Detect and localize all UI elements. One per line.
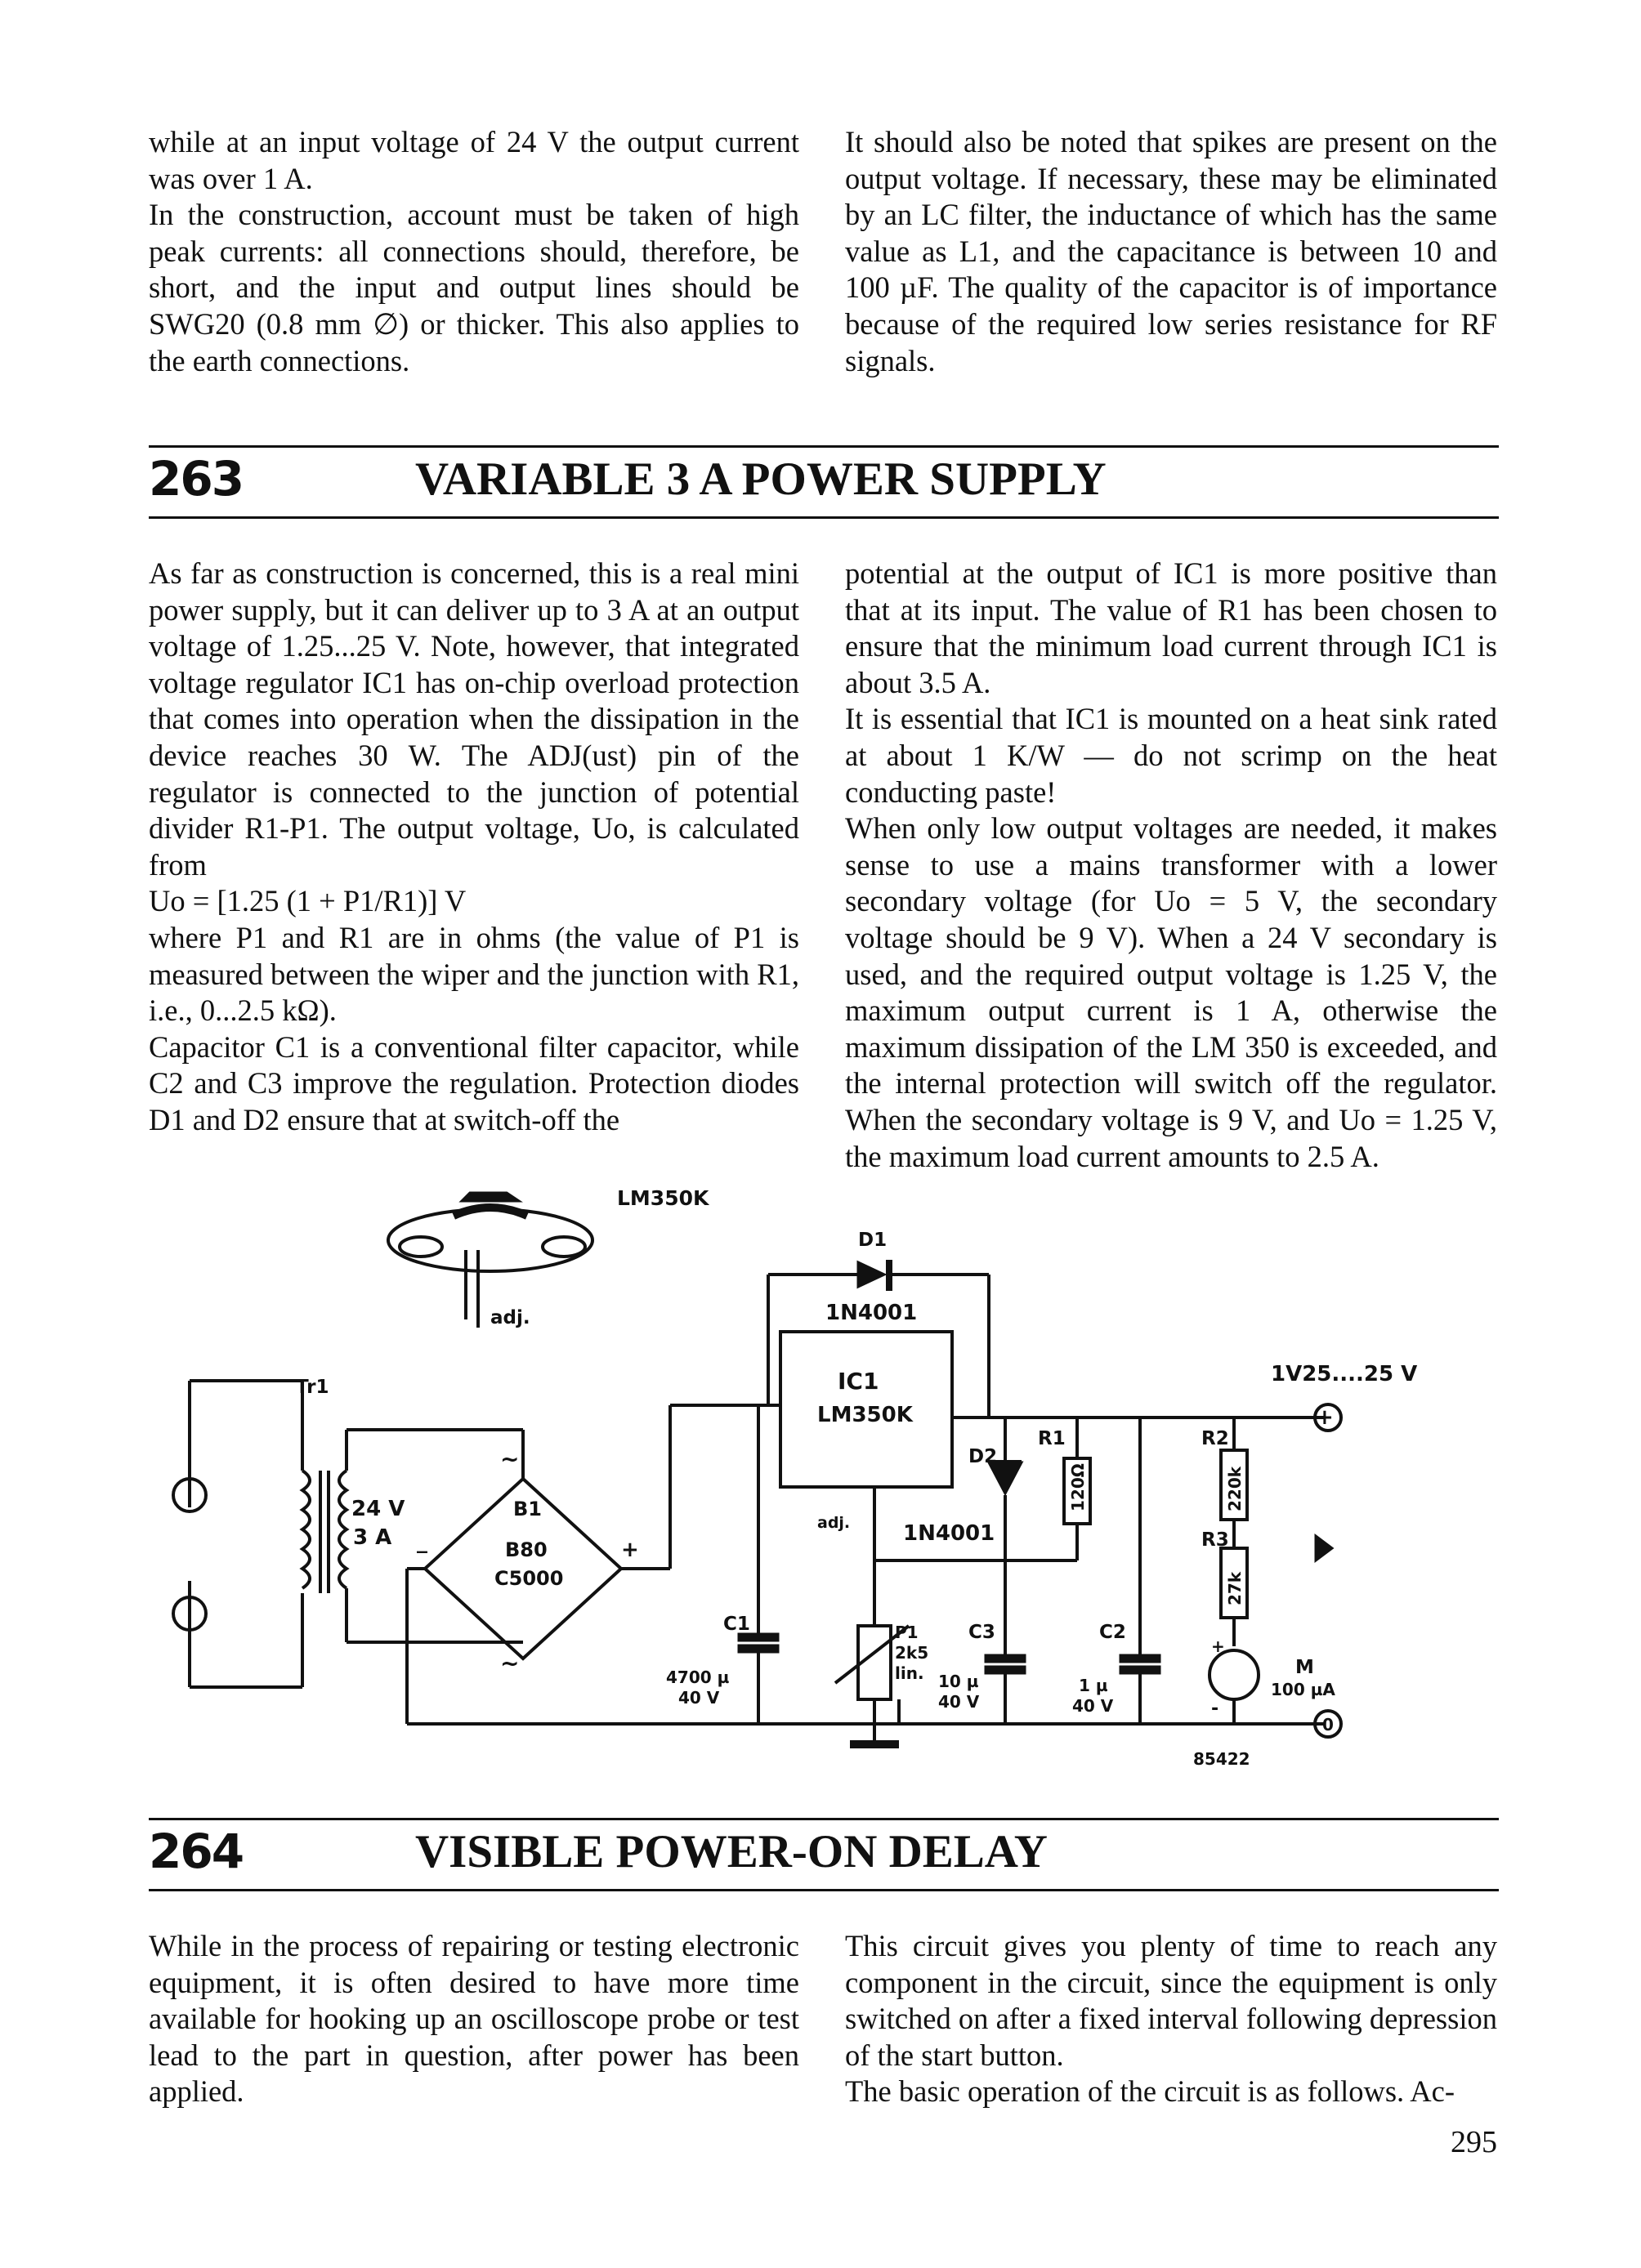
label-r2: R2: [1201, 1428, 1229, 1449]
label-c3-val: 10 µ: [938, 1672, 979, 1691]
label-p1-val: 2k5: [895, 1643, 929, 1663]
label-output-range: 1V25....25 V: [1271, 1362, 1418, 1386]
label-c5000: C5000: [494, 1567, 564, 1590]
label-adj-pin: adj.: [817, 1514, 851, 1532]
page-number: 295: [1451, 2125, 1497, 2159]
label-c1-val: 4700 µ: [666, 1668, 730, 1687]
paragraph: Capacitor C1 is a conventional filter capacitor, while C2 and C3 improve the regulation. Protection diodes D1 and D2 ensure that at switch-off the: [149, 1029, 799, 1136]
label-bridge-minus: _: [417, 1529, 427, 1554]
label-c2: C2: [1099, 1622, 1126, 1643]
label-24v: 24 V: [351, 1497, 405, 1521]
paragraph: where P1 and R1 are in ohms (the value of P1 is measured between the wiper and the junction with R1, i.e., 0...2.5 kΩ).: [149, 920, 799, 1028]
label-tr1: Tr1: [296, 1377, 329, 1398]
label-c1-v: 40 V: [678, 1688, 720, 1708]
label-bridge-plus: +: [621, 1538, 639, 1562]
section-number: 264: [149, 1824, 244, 1879]
label-m: M: [1295, 1657, 1314, 1678]
label-r2-val: 220k: [1225, 1466, 1245, 1511]
label-r1-val: 120Ω: [1068, 1463, 1088, 1511]
label-r1: R1: [1038, 1428, 1066, 1449]
s264-left-column: [149, 1928, 799, 2110]
section-title: VARIABLE 3 A POWER SUPPLY: [415, 453, 1107, 505]
label-c3: C3: [968, 1622, 995, 1643]
section-header-264: [149, 1818, 1499, 1891]
s264-right-column: [845, 1928, 1497, 2110]
label-tilde-bottom: ~: [500, 1650, 520, 1676]
label-output-plus: +: [1316, 1405, 1334, 1430]
section-title: VISIBLE POWER-ON DELAY: [415, 1826, 1048, 1877]
label-p1: P1: [895, 1623, 919, 1642]
label-adj: adj.: [490, 1307, 530, 1328]
label-tilde-top: ~: [500, 1445, 520, 1472]
paragraph: This circuit gives you plenty of time to reach any component in the circuit, since the equipment is only switched on after a fixed interval following depression of the start button.: [845, 1929, 1497, 2072]
label-output-zero: 0: [1322, 1715, 1334, 1734]
label-ic1: IC1: [838, 1368, 879, 1395]
paragraph: In the construction, account must be taken of high peak currents: all connections should, therefore, be short, and the input and output lines should be SWG20 (0.8 mm ∅) or thicker. This also applies to the earth connections.: [149, 198, 799, 377]
label-c2-val: 1 µ: [1079, 1676, 1108, 1695]
paragraph: As far as construction is concerned, this is a real mini power supply, but it can deliver up to 3 A at an output voltage of 1.25...25 V. Note, however, that integrated voltage regulator IC1 has on-chip overload protection that comes into operation when the dissipation in the device reaches 30 W. The ADJ(ust) pin of the regulator is connected to the junction of potential divider R1-P1. The output voltage, Uo, is calculated from: [149, 556, 799, 882]
paragraph: The basic operation of the circuit is as follows. Ac-: [845, 2074, 1455, 2109]
paragraph: When only low output voltages are needed, it makes sense to use a mains transformer with a lower secondary voltage (for Uo = 5 V, the secondary voltage should be 9 V). When a 24 V secondary is used, and the required output voltage is 1.25 V, the maximum output current is 1 A, otherwise the maximum dissipation of the LM 350 is exceeded, and the internal protection will switch off the regulator. When the secondary voltage is 9 V, and Uo = 1.25 V, the maximum load current amounts to 2.5 A.: [845, 811, 1497, 1173]
label-r3-val: 27k: [1225, 1571, 1245, 1605]
label-r3: R3: [1201, 1529, 1229, 1551]
paragraph: It is essential that IC1 is mounted on a heat sink rated at about 1 K/W — do not scrimp on the heat conducting paste!: [845, 702, 1497, 809]
section-number: 263: [149, 451, 244, 507]
label-lm350k: LM350K: [617, 1186, 709, 1210]
paragraph: potential at the output of IC1 is more positive than that at its input. The value of R1 has been chosen to ensure that the minimum load current through IC1 is about 3.5 A.: [845, 556, 1497, 699]
label-c2-v: 40 V: [1072, 1696, 1114, 1716]
label-d2-part: 1N4001: [903, 1521, 995, 1546]
paragraph: It should also be noted that spikes are present on the output voltage. If necessary, these may be eliminated by an LC filter, the inductance of which has the same value as L1, and the capacitance is between 10 and 100 µF. The quality of the capacitor is of importance because of the required low series resistance for RF signals.: [845, 125, 1497, 377]
paragraph: while at an input voltage of 24 V the output current was over 1 A.: [149, 125, 799, 195]
label-m-minus: -: [1211, 1699, 1219, 1719]
label-3a: 3 A: [353, 1525, 392, 1550]
formula: Uo = [1.25 (1 + P1/R1)] V: [149, 884, 467, 918]
label-ic1-part: LM350K: [817, 1403, 913, 1427]
label-drawing-code: 85422: [1193, 1749, 1250, 1769]
label-d2: D2: [968, 1446, 998, 1467]
label-d1: D1: [858, 1230, 888, 1251]
label-c3-v: 40 V: [938, 1692, 980, 1712]
label-m-plus: +: [1211, 1636, 1225, 1656]
label-c1: C1: [723, 1614, 750, 1635]
label-d1-part: 1N4001: [825, 1301, 918, 1325]
paragraph: While in the process of repairing or testing electronic equipment, it is often desired to have more time available for hooking up an oscilloscope probe or test lead to the part in question, after power has been applied.: [149, 1929, 799, 2109]
label-b80: B80: [505, 1538, 548, 1561]
label-p1-lin: lin.: [895, 1663, 924, 1683]
label-b1: B1: [513, 1498, 542, 1520]
label-m-val: 100 µA: [1271, 1680, 1335, 1699]
